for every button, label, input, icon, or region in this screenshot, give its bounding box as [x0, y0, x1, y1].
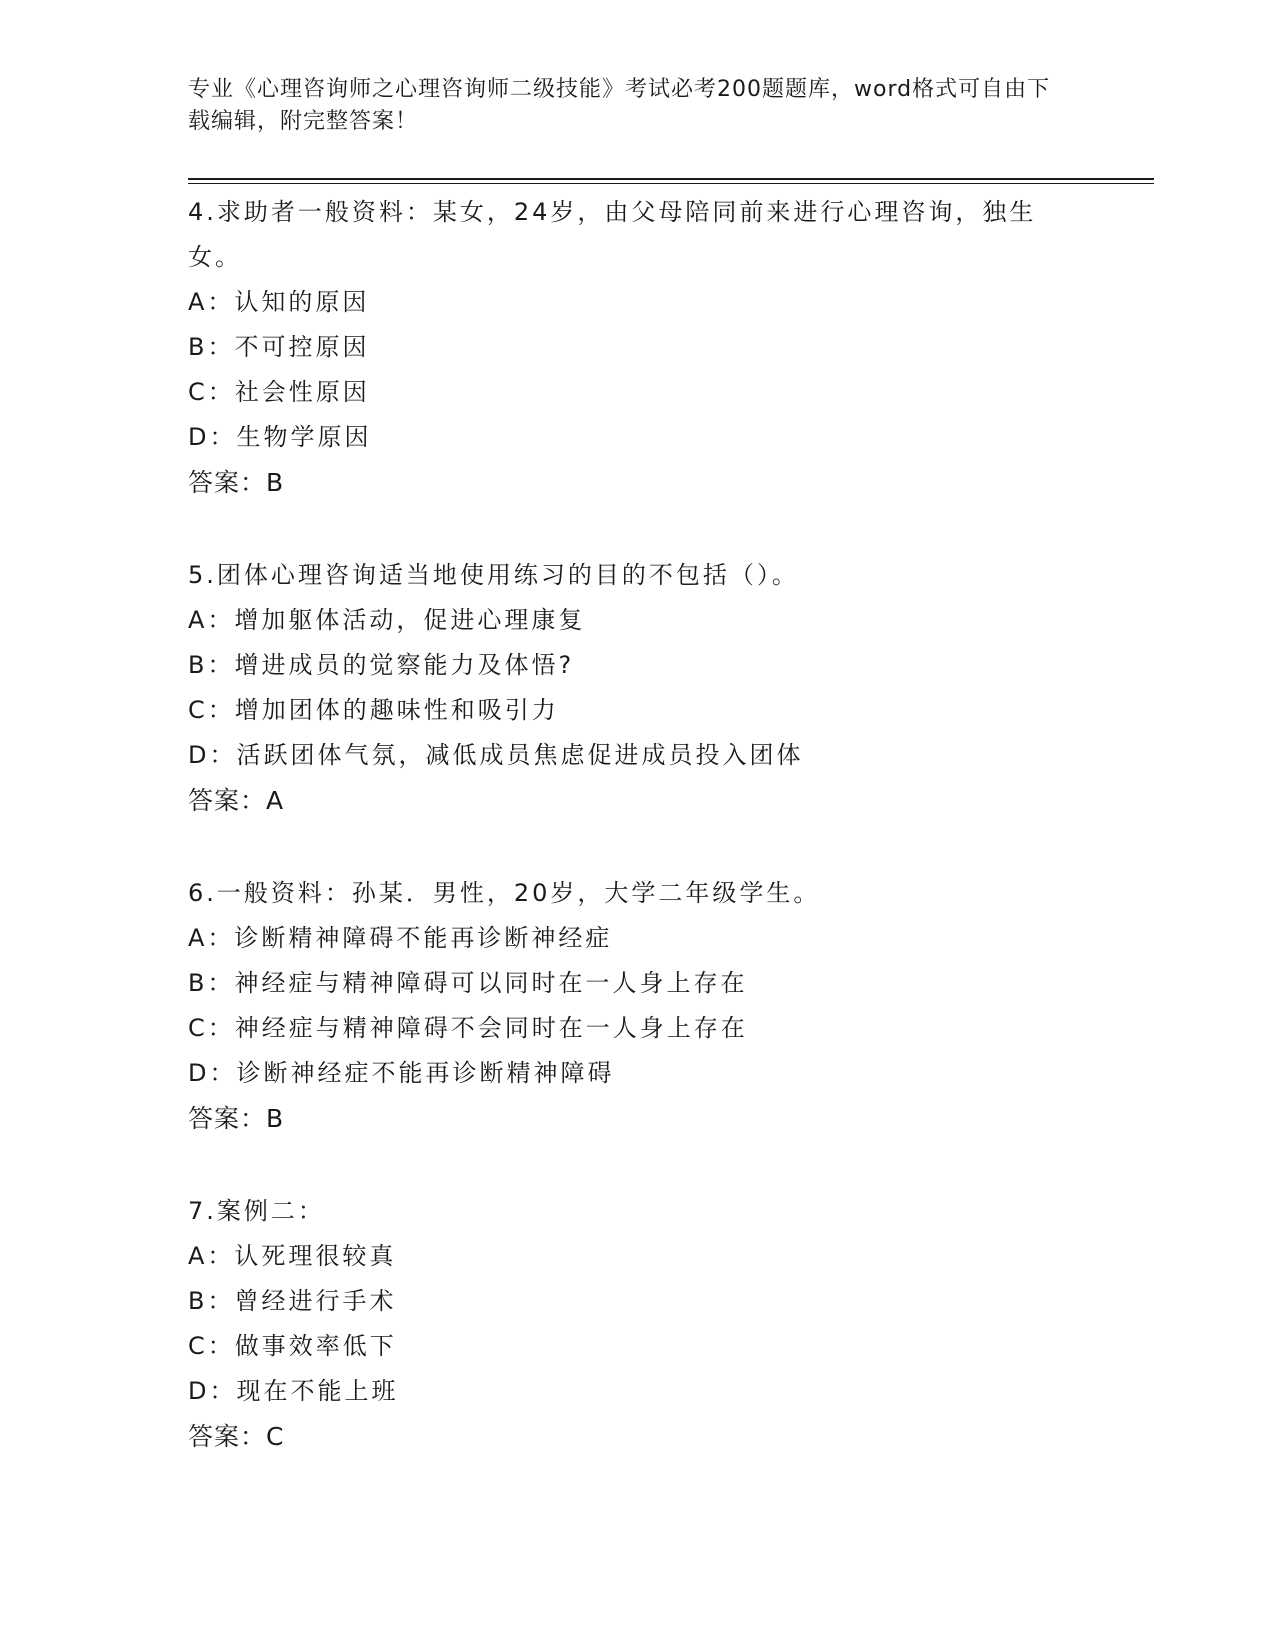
question-4 [188, 190, 1088, 505]
option-b: B：神经症与精神障碍可以同时在一人身上存在 [188, 969, 748, 997]
option-d: D：诊断神经症不能再诊断精神障碍 [188, 1059, 615, 1087]
option-a: A：认知的原因 [188, 288, 370, 316]
question-stem: 7.案例二： [188, 1197, 325, 1225]
question-5 [188, 553, 1088, 823]
question-6 [188, 871, 1088, 1141]
header-rule-thin [188, 183, 1154, 184]
option-a: A：增加躯体活动，促进心理康复 [188, 606, 586, 634]
question-list [188, 190, 1088, 1507]
header-rule-thick [188, 178, 1154, 180]
option-d: D：生物学原因 [188, 423, 372, 451]
document-header: 专业《心理咨询师之心理咨询师二级技能》考试必考200题题库，word格式可自由下载编辑，附完整答案！ [188, 77, 1051, 134]
option-a: A：诊断精神障碍不能再诊断神经症 [188, 924, 613, 952]
question-7 [188, 1189, 1088, 1459]
option-d: D：活跃团体气氛，减低成员焦虑促进成员投入团体 [188, 741, 804, 769]
question-stem: 4.求助者一般资料：某女，24岁，由父母陪同前来进行心理咨询，独生女。 [188, 198, 1037, 271]
option-c: C：社会性原因 [188, 378, 370, 406]
option-c: C：神经症与精神障碍不会同时在一人身上存在 [188, 1014, 748, 1042]
option-b: B：增进成员的觉察能力及体悟? [188, 651, 575, 679]
answer-line: 答案：A [188, 786, 285, 815]
question-stem: 5.团体心理咨询适当地使用练习的目的不包括（）。 [188, 561, 799, 589]
question-stem: 6.一般资料：孙某．男性，20岁，大学二年级学生。 [188, 879, 821, 907]
answer-line: 答案：B [188, 468, 285, 497]
answer-line: 答案：C [188, 1422, 285, 1451]
option-b: B：曾经进行手术 [188, 1287, 397, 1315]
option-b: B：不可控原因 [188, 333, 370, 361]
option-d: D：现在不能上班 [188, 1377, 399, 1405]
answer-line: 答案：B [188, 1104, 285, 1133]
option-c: C：做事效率低下 [188, 1332, 397, 1360]
option-a: A：认死理很较真 [188, 1242, 397, 1270]
option-c: C：增加团体的趣味性和吸引力 [188, 696, 559, 724]
